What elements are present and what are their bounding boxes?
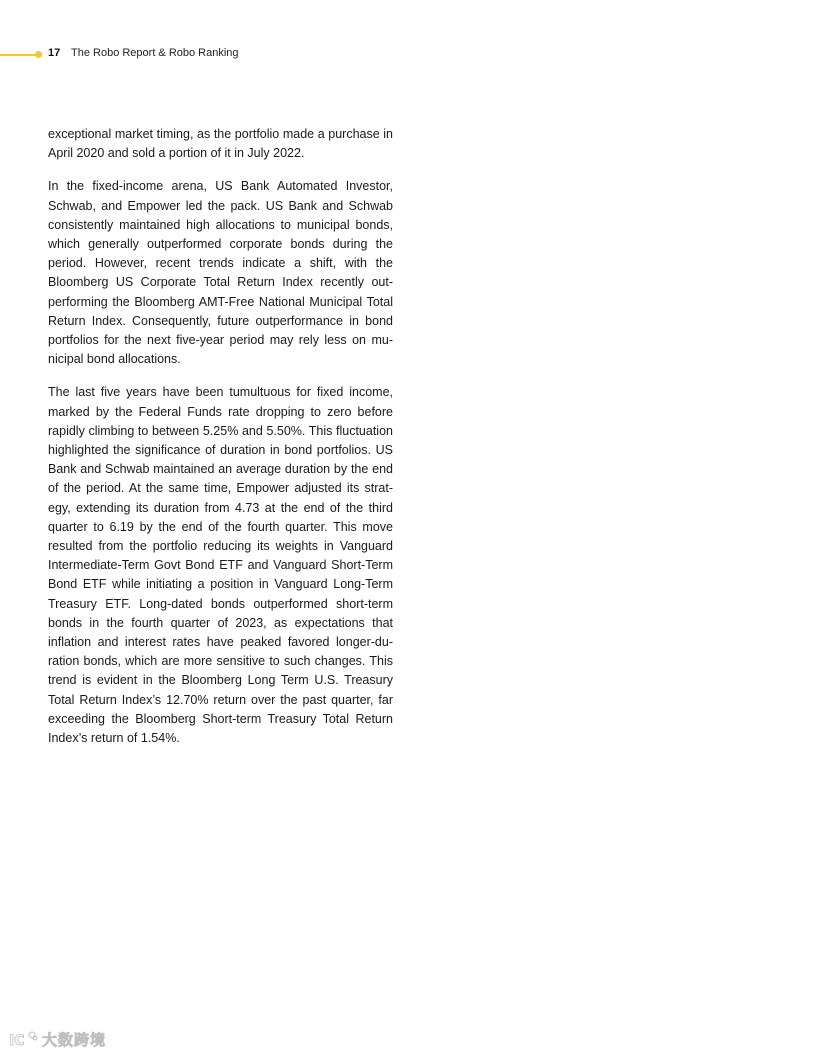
header-accent-dot [35,51,42,58]
page-header [0,46,400,64]
ic-logo-icon [8,1029,38,1049]
running-title: The Robo Report & Robo Ranking [71,47,239,59]
watermark-text: 大数跨境 [42,1030,107,1049]
paragraph: The last five years have been tumultuous for fixed income, marked by the Federal Funds rate dropping to zero before rapidly climbing to between 5.25% and 5.50%. This fluctuation highlighted the significance of duration in bond portfolios. US Bank and Schwab maintained an average duration by the end of the period. At the same time, Empower adjusted its strategy, extending its duration from 4.73 at the end of the third quarter to 6.19 by the end of the fourth quarter. This move resulted from the portfolio reducing its weights in Vanguard Intermediate-Term Govt Bond ETF and Vanguard Short-Term Bond ETF while initiating a position in Vanguard Long-Term Treasury ETF. Long-dated bonds outperformed short-term bonds in the fourth quarter of 2023, as expectations that inflation and interest rates have peaked favored longer-duration bonds, which are more sensitive to such changes. This trend is evident in the Bloomberg Long Term U.S. Treasury Total Return Index’s 12.70% return over the past quarter, far exceeding the Bloomberg Short-term Treasury Total Return Index’s return of 1.54%. [48,385,393,746]
paragraph: In the fixed-income arena, US Bank Automated Investor, Schwab, and Empower led the pack. US Bank and Schwab consistently maintained high allocations to municipal bonds, which generally outperformed corporate bonds during the period. However, recent trends indicate a shift, with the Bloomberg US Corporate Total Return Index recently outperforming the Bloomberg AMT-Free National Municipal Total Return Index. Consequently, future outperformance in bond portfolios for the next five-year period may rely less on municipal bond allocations. [48,179,393,367]
header-accent-line [0,54,36,56]
body-text [48,125,393,762]
watermark [8,1028,106,1050]
paragraph: exceptional market timing, as the portfolio made a purchase in April 2020 and sold a portion of it in July 2022. [48,127,393,161]
svg-text:IC: IC [9,1033,25,1049]
page-number: 17 [48,47,61,59]
